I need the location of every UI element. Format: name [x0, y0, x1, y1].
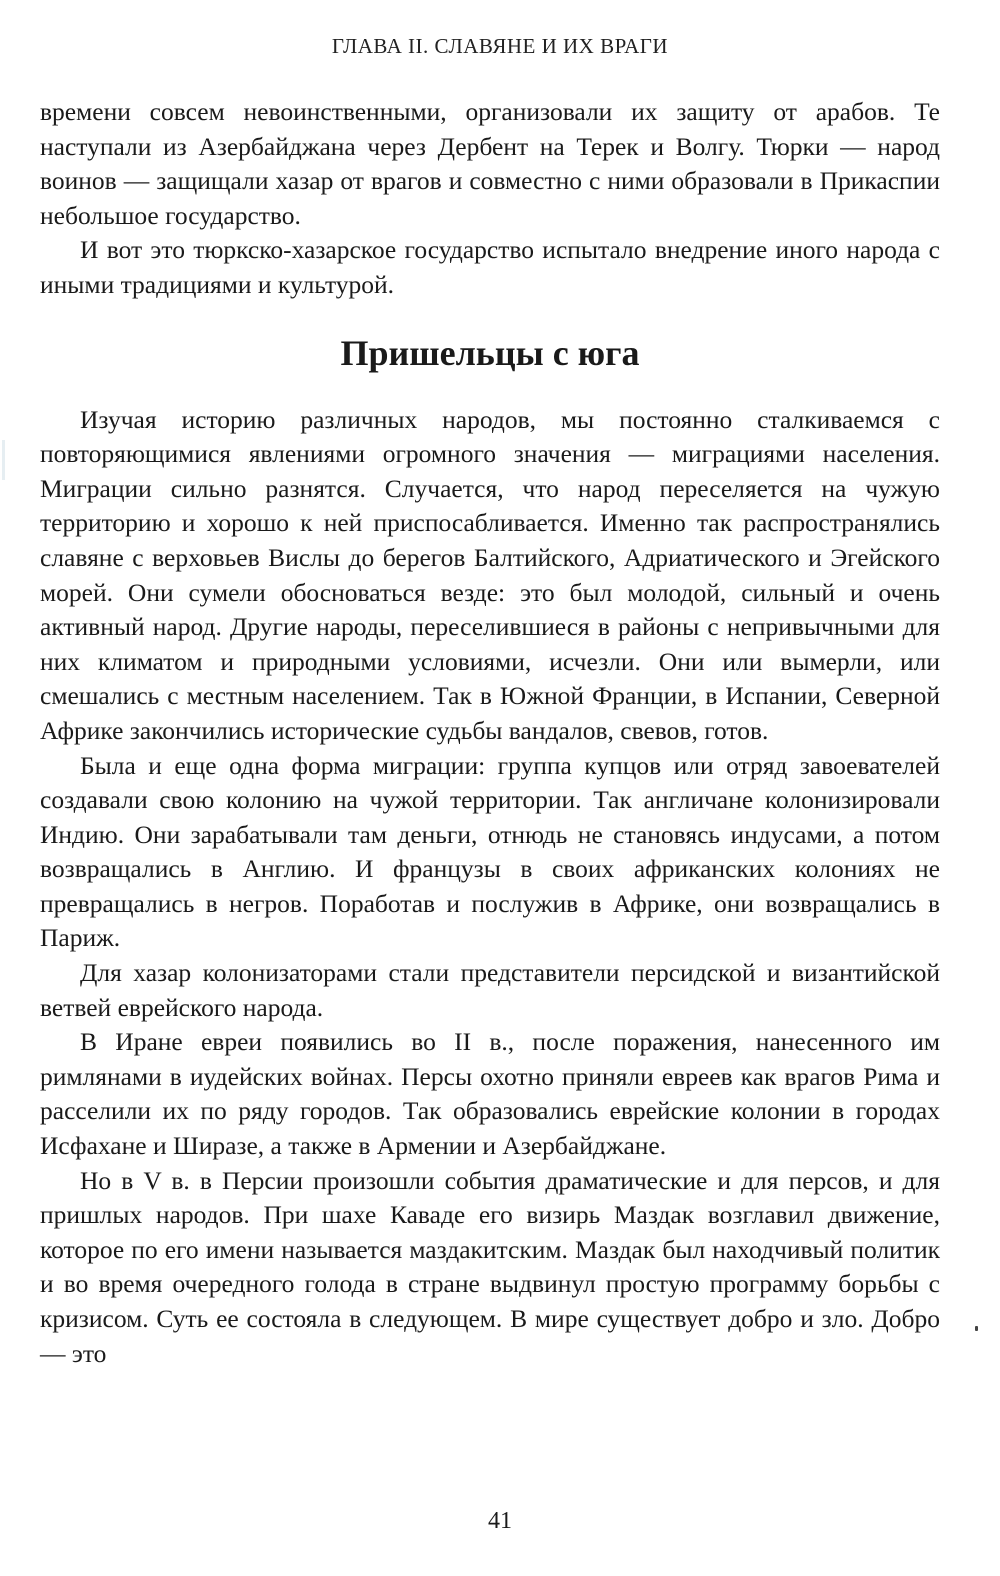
section-title: Пришельцы с юга — [340, 332, 640, 373]
paragraph: И вот это тюркско-хазарское государство испытало внедрение иного народа с иными традициями и культурой. — [40, 235, 940, 299]
scan-speck — [975, 1326, 978, 1331]
paragraph: Была и еще одна форма миграции: группа купцов или отряд завоевателей создавали свою колонию на чужой территории. Так англичане колонизировали Индию. Они зарабатывали там деньги, отнюдь не становясь индусами, а потом возвращались в Англию. И французы в своих африканских колониях не превращались в негров. Поработав и послужив в Африке, они возвращались в Париж. — [40, 750, 940, 953]
paragraph: В Иране евреи появились во II в., после поражения, нанесенного им римлянами в иудейских войнах. Персы охотно приняли евреев как врагов Рима и расселили их по ряду городов. Так образовались еврейские колонии в городах Исфахане и Ширазе, а также в Армении и Азербайджане. — [40, 1027, 940, 1161]
paragraph-continued: времени совсем невоинственными, организовали их защиту от арабов. Те наступали из Азербайджана через Дербент на Терек и Волгу. Тюрки — народ воинов — защищали хазар от врагов и совместно с ними образовали в Прикаспии небольшое государство. — [40, 97, 940, 230]
scan-edge-mark — [2, 440, 5, 480]
body-text — [40, 95, 940, 1371]
running-header: ГЛАВА II. СЛАВЯНЕ И ИХ ВРАГИ — [331, 34, 669, 58]
page-number: 41 — [488, 1508, 512, 1534]
paragraph: Но в V в. в Персии произошли события драматические и для персов, и для пришлых народов. При шахе Каваде его визирь Маздак возглавил движение, которое по его имени называется маздакитским. Маздак был находчивый политик и во время очередного голода в стране выдвинул простую программу борьбы с кризисом. Суть ее состояла в следующем. В мире существует добро и зло. Добро — это — [40, 1165, 940, 1368]
paragraph: Для хазар колонизаторами стали представители персидской и византийской ветвей еврейского народа. — [40, 958, 940, 1022]
paragraph: Изучая историю различных народов, мы постоянно сталкиваемся с повторяющимися явлениями огромного значения — миграциями населения. Миграции сильно разнятся. Случается, что народ переселяется на чужую территорию и хорошо к ней приспосабливается. Именно так распространялись славяне с верховьев Вислы до берегов Балтийского, Адриатического и Эгейского морей. Они сумели обосноваться везде: это был молодой, сильный и очень активный народ. Другие народы, переселившиеся в районы с непривычными для них климатом и природными условиями, исчезли. Они или вымерли, или смешались с местным населением. Так в Южной Франции, в Испании, Северной Африке закончились исторические судьбы вандалов, свевов, готов. — [40, 404, 940, 745]
